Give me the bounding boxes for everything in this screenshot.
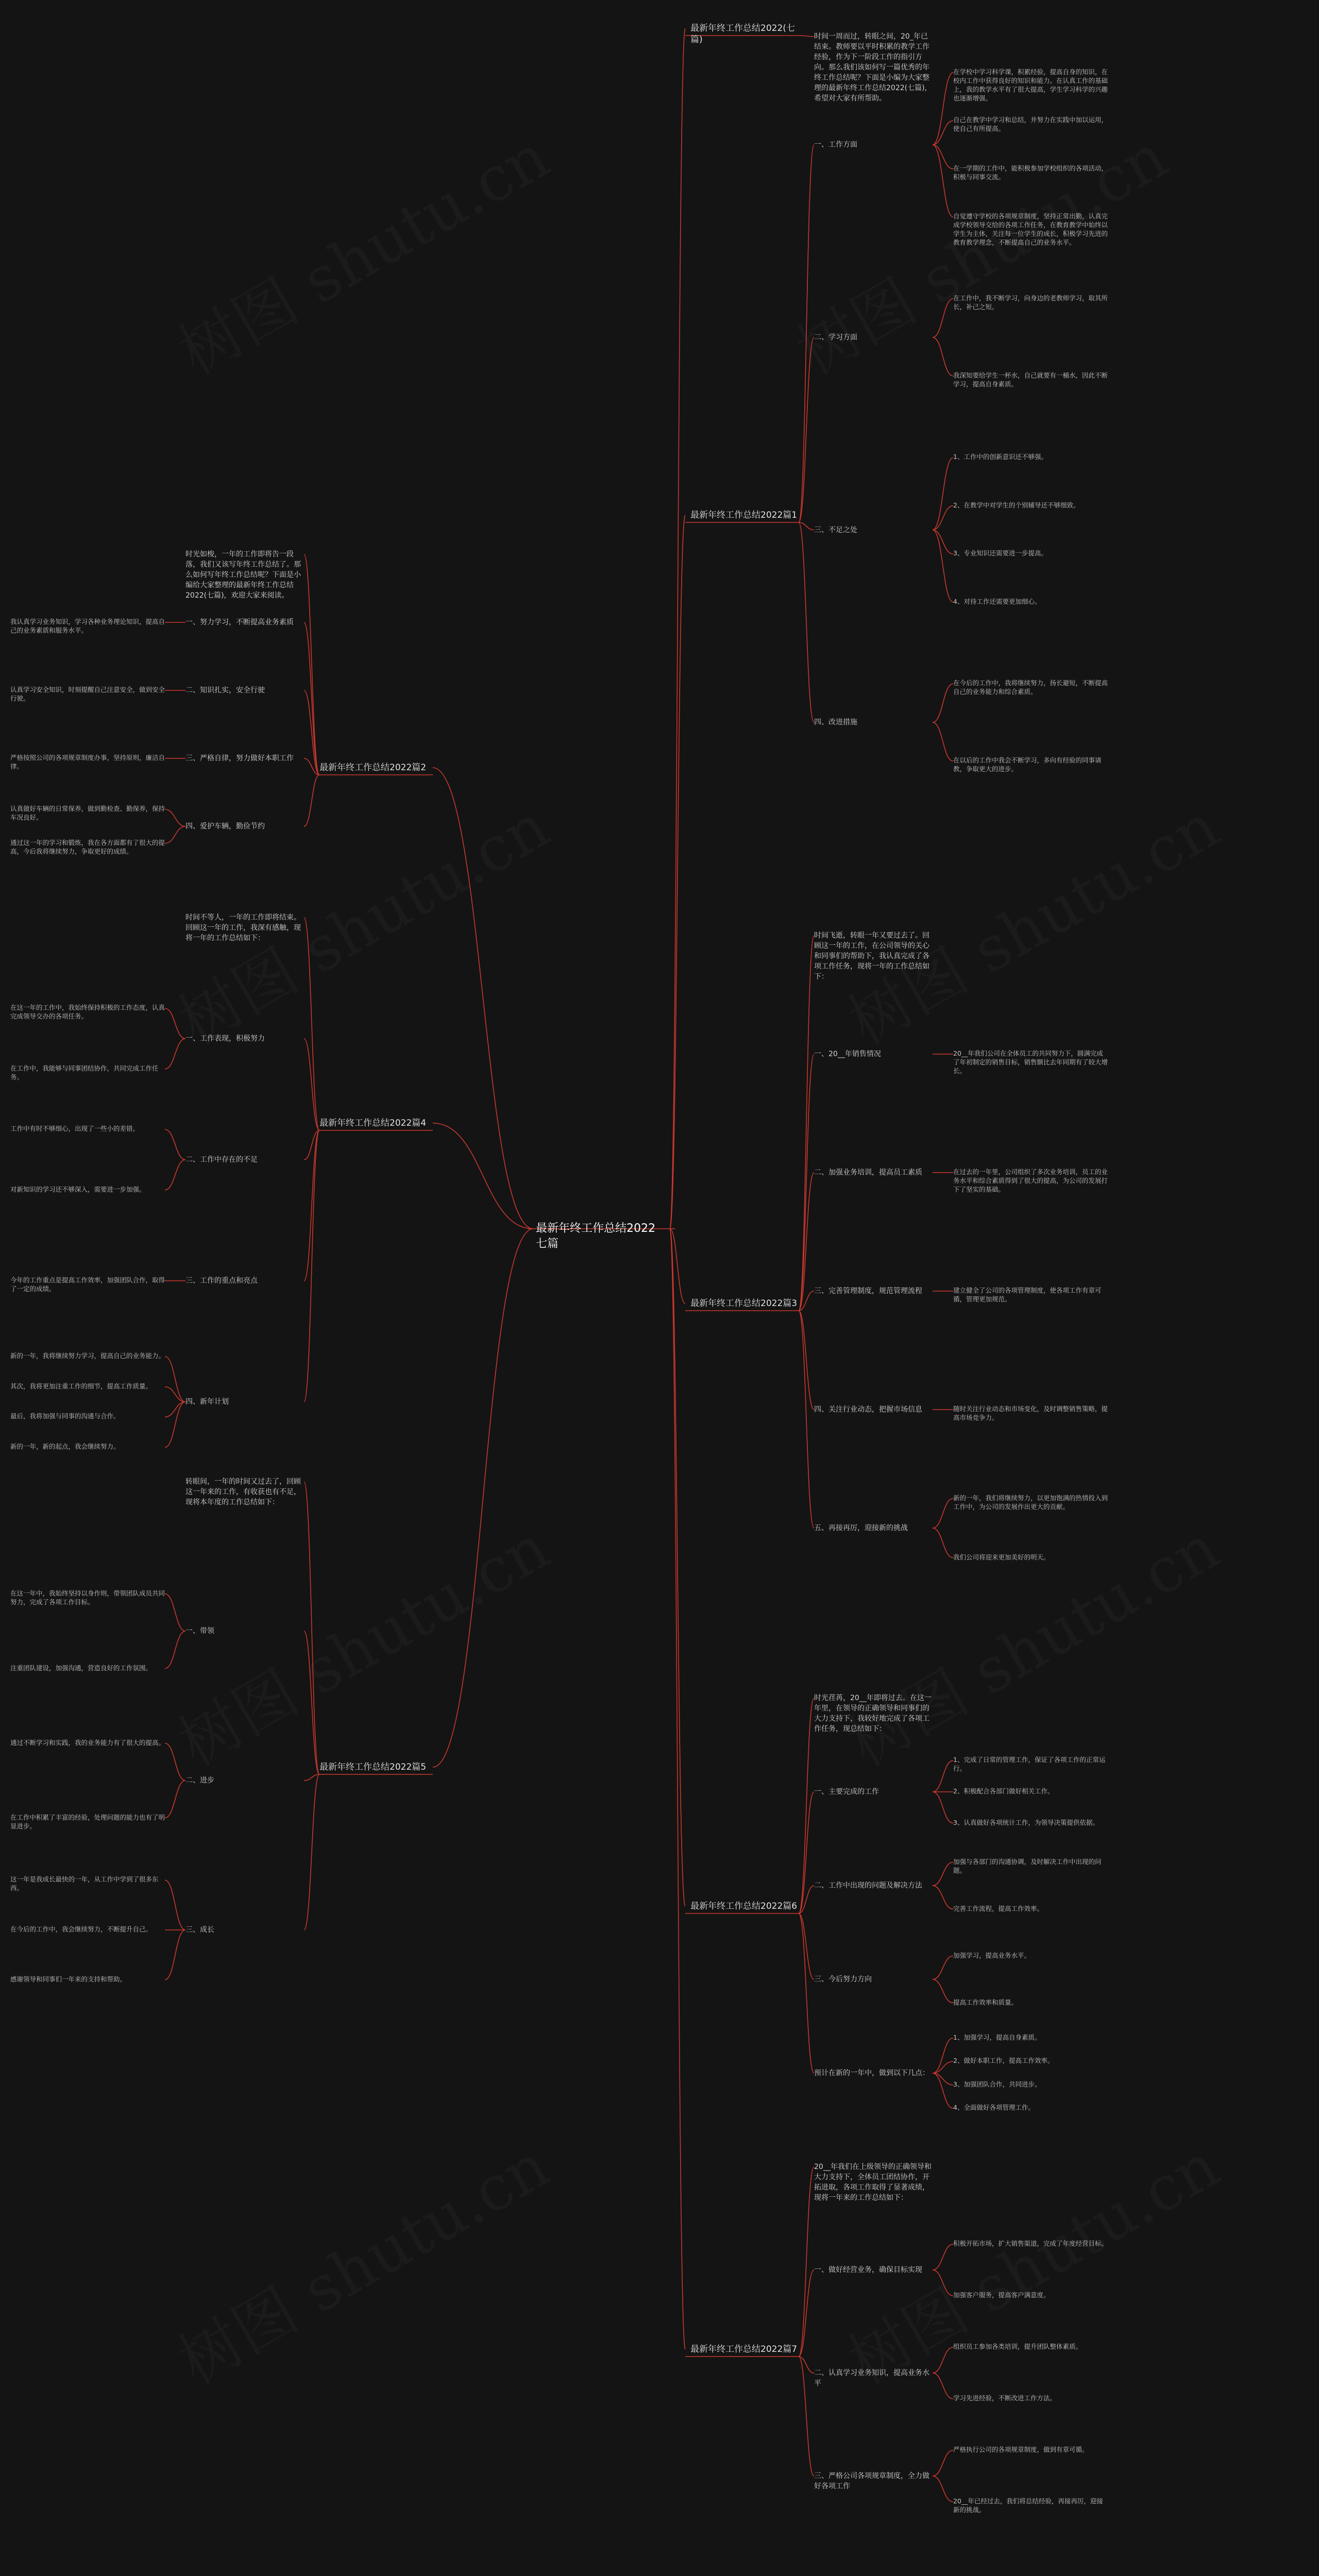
- branch-2-section-3[interactable]: 三、不足之处: [814, 526, 857, 534]
- branch-8-section-1-leaf-1: 积极开拓市场，扩大销售渠道，完成了年度经营目标。: [953, 2240, 1108, 2247]
- branch-7-section-4[interactable]: 预计在新的一年中，做到以下几点：: [814, 2069, 929, 2077]
- branch-2-section-1-leaf-2: 自己在教学中学习和总结，并努力在实践中加以运用，使自己有所提高。: [953, 116, 1108, 133]
- branch-1-text: 时间一周而过，转眼之间，20_年已结束。教师要以平时积累的教学工作经验，作为下一阶段工作的指引方向。那么我们该如何写一篇优秀的年终工作总结呢？下面是小编为大家整理的最新年终工作总结2022(七篇)，希望对大家有所帮助。: [814, 32, 932, 103]
- branch-7-section-1-leaf-2: 2、积极配合各部门做好相关工作。: [953, 1787, 1054, 1795]
- branch-2-section-1-leaf-4: 自觉遵守学校的各项规章制度，坚持正常出勤，认真完成学校领导交给的各项工作任务，在教育教学中始终以学生为主体，关注每一位学生的成长，积极学习先进的教育教学理念，不断提高自己的业务水平。: [953, 212, 1108, 247]
- branch-7-section-1-leaf-3: 3、认真做好各项统计工作，为领导决策提供依据。: [953, 1818, 1099, 1826]
- branch-5-section-3-leaf-1: 今年的工作重点是提高工作效率，加强团队合作，取得了一定的成绩。: [10, 1276, 165, 1293]
- branch-3-section-2[interactable]: 二、知识扎实，安全行驶: [185, 686, 265, 694]
- branch-5-section-1[interactable]: 一、工作表现，积极努力: [185, 1035, 265, 1043]
- branch-title-5[interactable]: 最新年终工作总结2022篇4: [319, 1118, 427, 1128]
- branch-2-section-2-leaf-2: 我深知要给学生一杯水，自己就要有一桶水，因此不断学习，提高自身素质。: [953, 371, 1108, 388]
- branch-7-section-4-leaf-1: 1、加强学习，提高自身素质。: [953, 2033, 1041, 2041]
- branch-5-section-1-leaf-1: 在这一年的工作中，我始终保持积极的工作态度，认真完成领导交办的各项任务。: [10, 1004, 165, 1021]
- branch-3-section-3-leaf-1: 严格按照公司的各项规章制度办事，坚持原则，廉洁自律。: [10, 754, 165, 770]
- branch-2-section-4-leaf-2: 在以后的工作中我会不断学习，多向有经验的同事请教，争取更大的进步。: [953, 756, 1102, 773]
- branch-7-section-3[interactable]: 三、今后努力方向: [814, 1975, 872, 1984]
- branch-3-section-2-leaf-1: 认真学习安全知识，时刻提醒自己注意安全，做到安全行驶。: [10, 686, 165, 702]
- branch-8-section-3-leaf-2: 20__年已经过去，我们将总结经验，再接再厉，迎接新的挑战。: [953, 2497, 1103, 2514]
- branch-2-section-4-leaf-1: 在今后的工作中，我将继续努力，扬长避短，不断提高自己的业务能力和综合素质。: [953, 679, 1108, 696]
- branch-7-section-3-leaf-2: 提高工作效率和质量。: [953, 1998, 1018, 2006]
- branch-3-section-3[interactable]: 三、严格自律，努力做好本职工作: [185, 754, 294, 762]
- branch-3-intro: 时光如梭，一年的工作即将告一段落，我们又该写年终工作总结了。那么如何写年终工作总结呢？下面是小编给大家整理的最新年终工作总结2022(七篇)，欢迎大家来阅读。: [185, 550, 301, 600]
- branch-4-section-1-leaf-1: 20__年我们公司在全体员工的共同努力下，圆满完成了年初制定的销售目标，销售额比去年同期有了较大增长。: [953, 1049, 1108, 1075]
- branch-5-section-1-leaf-2: 在工作中，我能够与同事团结协作，共同完成工作任务。: [10, 1064, 159, 1081]
- branch-5-section-2[interactable]: 二、工作中存在的不足: [185, 1156, 258, 1164]
- branch-2-section-1-leaf-3: 在一学期的工作中，能积极参加学校组织的各项活动，积极与同事交流。: [953, 164, 1108, 181]
- branch-title-1[interactable]: 最新年终工作总结2022(七篇): [690, 23, 795, 45]
- branch-6-section-1-leaf-2: 注重团队建设，加强沟通，营造良好的工作氛围。: [10, 1664, 153, 1672]
- branch-6-section-3-leaf-2: 在今后的工作中，我会继续努力，不断提升自己。: [10, 1925, 153, 1933]
- branch-7-intro: 时光荏苒，20__年即将过去。在这一年里，在领导的正确领导和同事们的大力支持下，我较好地完成了各项工作任务，现总结如下：: [814, 1694, 932, 1733]
- branch-6-section-2[interactable]: 二、进步: [185, 1776, 214, 1785]
- branch-3-section-4[interactable]: 四、爱护车辆，勤俭节约: [185, 822, 265, 831]
- branch-7-section-4-leaf-3: 3、加强团队合作，共同进步。: [953, 2080, 1041, 2088]
- branch-2-section-2-leaf-1: 在工作中，我不断学习，向身边的老教师学习，取其所长，补己之短。: [953, 294, 1108, 311]
- branch-5-section-4-leaf-2: 其次，我将更加注重工作的细节，提高工作质量。: [10, 1382, 153, 1390]
- branch-4-section-5[interactable]: 五、再接再厉，迎接新的挑战: [814, 1524, 908, 1532]
- branch-4-section-2-leaf-1: 在过去的一年里，公司组织了多次业务培训，员工的业务水平和综合素质得到了很大的提高，为公司的发展打下了坚实的基础。: [953, 1168, 1108, 1193]
- branch-4-section-1[interactable]: 一、20__年销售情况: [814, 1050, 881, 1058]
- branch-8-intro: 20__年我们在上级领导的正确领导和大力支持下，全体员工团结协作，开拓进取，各项工作取得了显著成绩，现将一年来的工作总结如下：: [814, 2163, 932, 2202]
- branch-7-section-2[interactable]: 二、工作中出现的问题及解决方法: [814, 1882, 922, 1890]
- branch-title-8[interactable]: 最新年终工作总结2022篇7: [690, 2344, 798, 2354]
- branch-7-section-3-leaf-1: 加强学习，提高业务水平。: [953, 1951, 1031, 1959]
- branch-7-section-2-leaf-1: 加强与各部门的沟通协调，及时解决工作中出现的问题。: [953, 1857, 1102, 1874]
- branch-8-section-2-leaf-2: 学习先进经验，不断改进工作方法。: [953, 2394, 1057, 2402]
- branch-8-section-2-leaf-1: 组织员工参加各类培训，提升团队整体素质。: [953, 2343, 1083, 2350]
- branch-4-section-4-leaf-1: 随时关注行业动态和市场变化，及时调整销售策略，提高市场竞争力。: [953, 1405, 1108, 1421]
- branch-6-section-1-leaf-1: 在这一年中，我始终坚持以身作则，带领团队成员共同努力，完成了各项工作目标。: [10, 1589, 165, 1606]
- branch-5-section-4-leaf-1: 新的一年，我将继续努力学习，提高自己的业务能力。: [10, 1351, 165, 1360]
- branch-title-7[interactable]: 最新年终工作总结2022篇6: [690, 1901, 798, 1911]
- branch-3-section-1-leaf-1: 我认真学习业务知识，学习各种业务理论知识，提高自己的业务素质和服务水平。: [10, 618, 165, 634]
- branch-4-section-3[interactable]: 三、完善管理制度，规范管理流程: [814, 1287, 922, 1295]
- branch-2-section-3-leaf-1: 1、工作中的创新意识还不够强。: [953, 453, 1047, 461]
- branch-5-section-4[interactable]: 四、新年计划: [185, 1398, 229, 1406]
- branch-6-section-3[interactable]: 三、成长: [185, 1926, 214, 1934]
- branch-5-section-4-leaf-3: 最后，我将加强与同事的沟通与合作。: [10, 1412, 120, 1420]
- branch-8-section-1-leaf-2: 加强客户服务，提高客户满意度。: [953, 2291, 1050, 2299]
- branch-4-section-4[interactable]: 四、关注行业动态，把握市场信息: [814, 1405, 922, 1414]
- branch-6-section-2-leaf-2: 在工作中积累了丰富的经验，处理问题的能力也有了明显进步。: [10, 1813, 165, 1830]
- branch-5-section-2-leaf-2: 对新知识的学习还不够深入，需要进一步加强。: [10, 1185, 146, 1193]
- branch-6-section-3-leaf-1: 这一年是我成长最快的一年，从工作中学到了很多东西。: [10, 1875, 159, 1892]
- root-topic[interactable]: 最新年终工作总结2022七篇: [536, 1222, 655, 1250]
- branch-5-section-3[interactable]: 三、工作的重点和亮点: [185, 1277, 258, 1285]
- branch-title-4[interactable]: 最新年终工作总结2022篇3: [690, 1298, 798, 1309]
- branch-6-section-2-leaf-1: 通过不断学习和实践，我的业务能力有了很大的提高。: [10, 1738, 165, 1747]
- branch-8-section-1[interactable]: 一、做好经营业务，确保目标实现: [814, 2266, 922, 2274]
- branch-3-section-1[interactable]: 一、努力学习，不断提高业务素质: [185, 618, 294, 626]
- branch-2-section-3-leaf-3: 3、专业知识还需要进一步提高。: [953, 549, 1047, 557]
- branch-7-section-1[interactable]: 一、主要完成的工作: [814, 1788, 879, 1796]
- branch-5-section-2-leaf-1: 工作中有时不够细心，出现了一些小的差错。: [10, 1125, 140, 1133]
- branch-2-section-3-leaf-4: 4、对待工作还需要更加细心。: [953, 597, 1041, 605]
- branch-6-intro: 转眼间，一年的时间又过去了，回顾这一年来的工作，有收获也有不足，现将本年度的工作总结如下：: [185, 1478, 301, 1506]
- branch-2-section-3-leaf-2: 2、在教学中对学生的个别辅导还不够细致。: [953, 501, 1080, 509]
- branch-7-section-2-leaf-2: 完善工作流程，提高工作效率。: [953, 1904, 1044, 1912]
- branch-5-section-4-leaf-4: 新的一年，新的起点，我会继续努力。: [10, 1443, 120, 1451]
- branch-7-section-4-leaf-2: 2、做好本职工作，提高工作效率。: [953, 2057, 1054, 2065]
- branch-8-section-3[interactable]: 三、严格公司各项规章制度，全力做好各项工作: [814, 2472, 929, 2490]
- branch-4-section-2[interactable]: 二、加强业务培训，提高员工素质: [814, 1168, 922, 1177]
- branch-title-6[interactable]: 最新年终工作总结2022篇5: [319, 1762, 427, 1772]
- branch-3-section-4-leaf-2: 通过这一年的学习和锻炼，我在各方面都有了很大的提高，今后我将继续努力，争取更好的成绩。: [10, 839, 165, 855]
- branch-3-section-4-leaf-1: 认真做好车辆的日常保养，做到勤检查、勤保养，保持车况良好。: [10, 805, 165, 821]
- branch-7-section-4-leaf-4: 4、全面做好各项管理工作。: [953, 2104, 1035, 2112]
- branch-2-section-2[interactable]: 二、学习方面: [814, 333, 857, 342]
- branch-8-section-3-leaf-1: 严格执行公司的各项规章制度，做到有章可循。: [953, 2446, 1089, 2453]
- branch-7-section-1-leaf-1: 1、完成了日常的管理工作，保证了各项工作的正常运行。: [953, 1756, 1106, 1773]
- branch-2-section-4[interactable]: 四、改进措施: [814, 718, 857, 727]
- branch-4-intro: 时间飞逝，转眼一年又要过去了。回顾这一年的工作，在公司领导的关心和同事们的帮助下，我认真完成了各项工作任务，现将一年的工作总结如下：: [814, 931, 929, 981]
- branch-2-section-1[interactable]: 一、工作方面: [814, 141, 857, 149]
- branch-5-intro: 时间不等人，一年的工作即将结束。回顾这一年的工作，我深有感触，现将一年的工作总结如下：: [185, 913, 301, 942]
- branch-4-section-5-leaf-2: 我们公司将迎来更加美好的明天。: [953, 1553, 1050, 1561]
- branch-4-section-3-leaf-1: 建立健全了公司的各项管理制度，使各项工作有章可循，管理更加规范。: [953, 1286, 1102, 1303]
- branch-title-3[interactable]: 最新年终工作总结2022篇2: [319, 762, 427, 773]
- branch-2-section-1-leaf-1: 在学校中学习科学课，积累经验，提高自身的知识，在校内工作中获得良好的知识和能力。在认真工作的基础上，我的教学水平有了很大提高，学生学习科学的兴趣也逐渐增强。: [953, 67, 1108, 102]
- branch-8-section-2[interactable]: 二、认真学习业务知识，提高业务水平: [814, 2369, 929, 2387]
- branch-4-section-5-leaf-1: 新的一年，我们将继续努力，以更加饱满的热情投入到工作中，为公司的发展作出更大的贡献。: [953, 1494, 1108, 1511]
- branch-6-section-1[interactable]: 一、带领: [185, 1627, 214, 1635]
- branch-title-2[interactable]: 最新年终工作总结2022篇1: [690, 510, 798, 520]
- branch-6-section-3-leaf-3: 感谢领导和同事们一年来的支持和帮助。: [10, 1975, 127, 1983]
